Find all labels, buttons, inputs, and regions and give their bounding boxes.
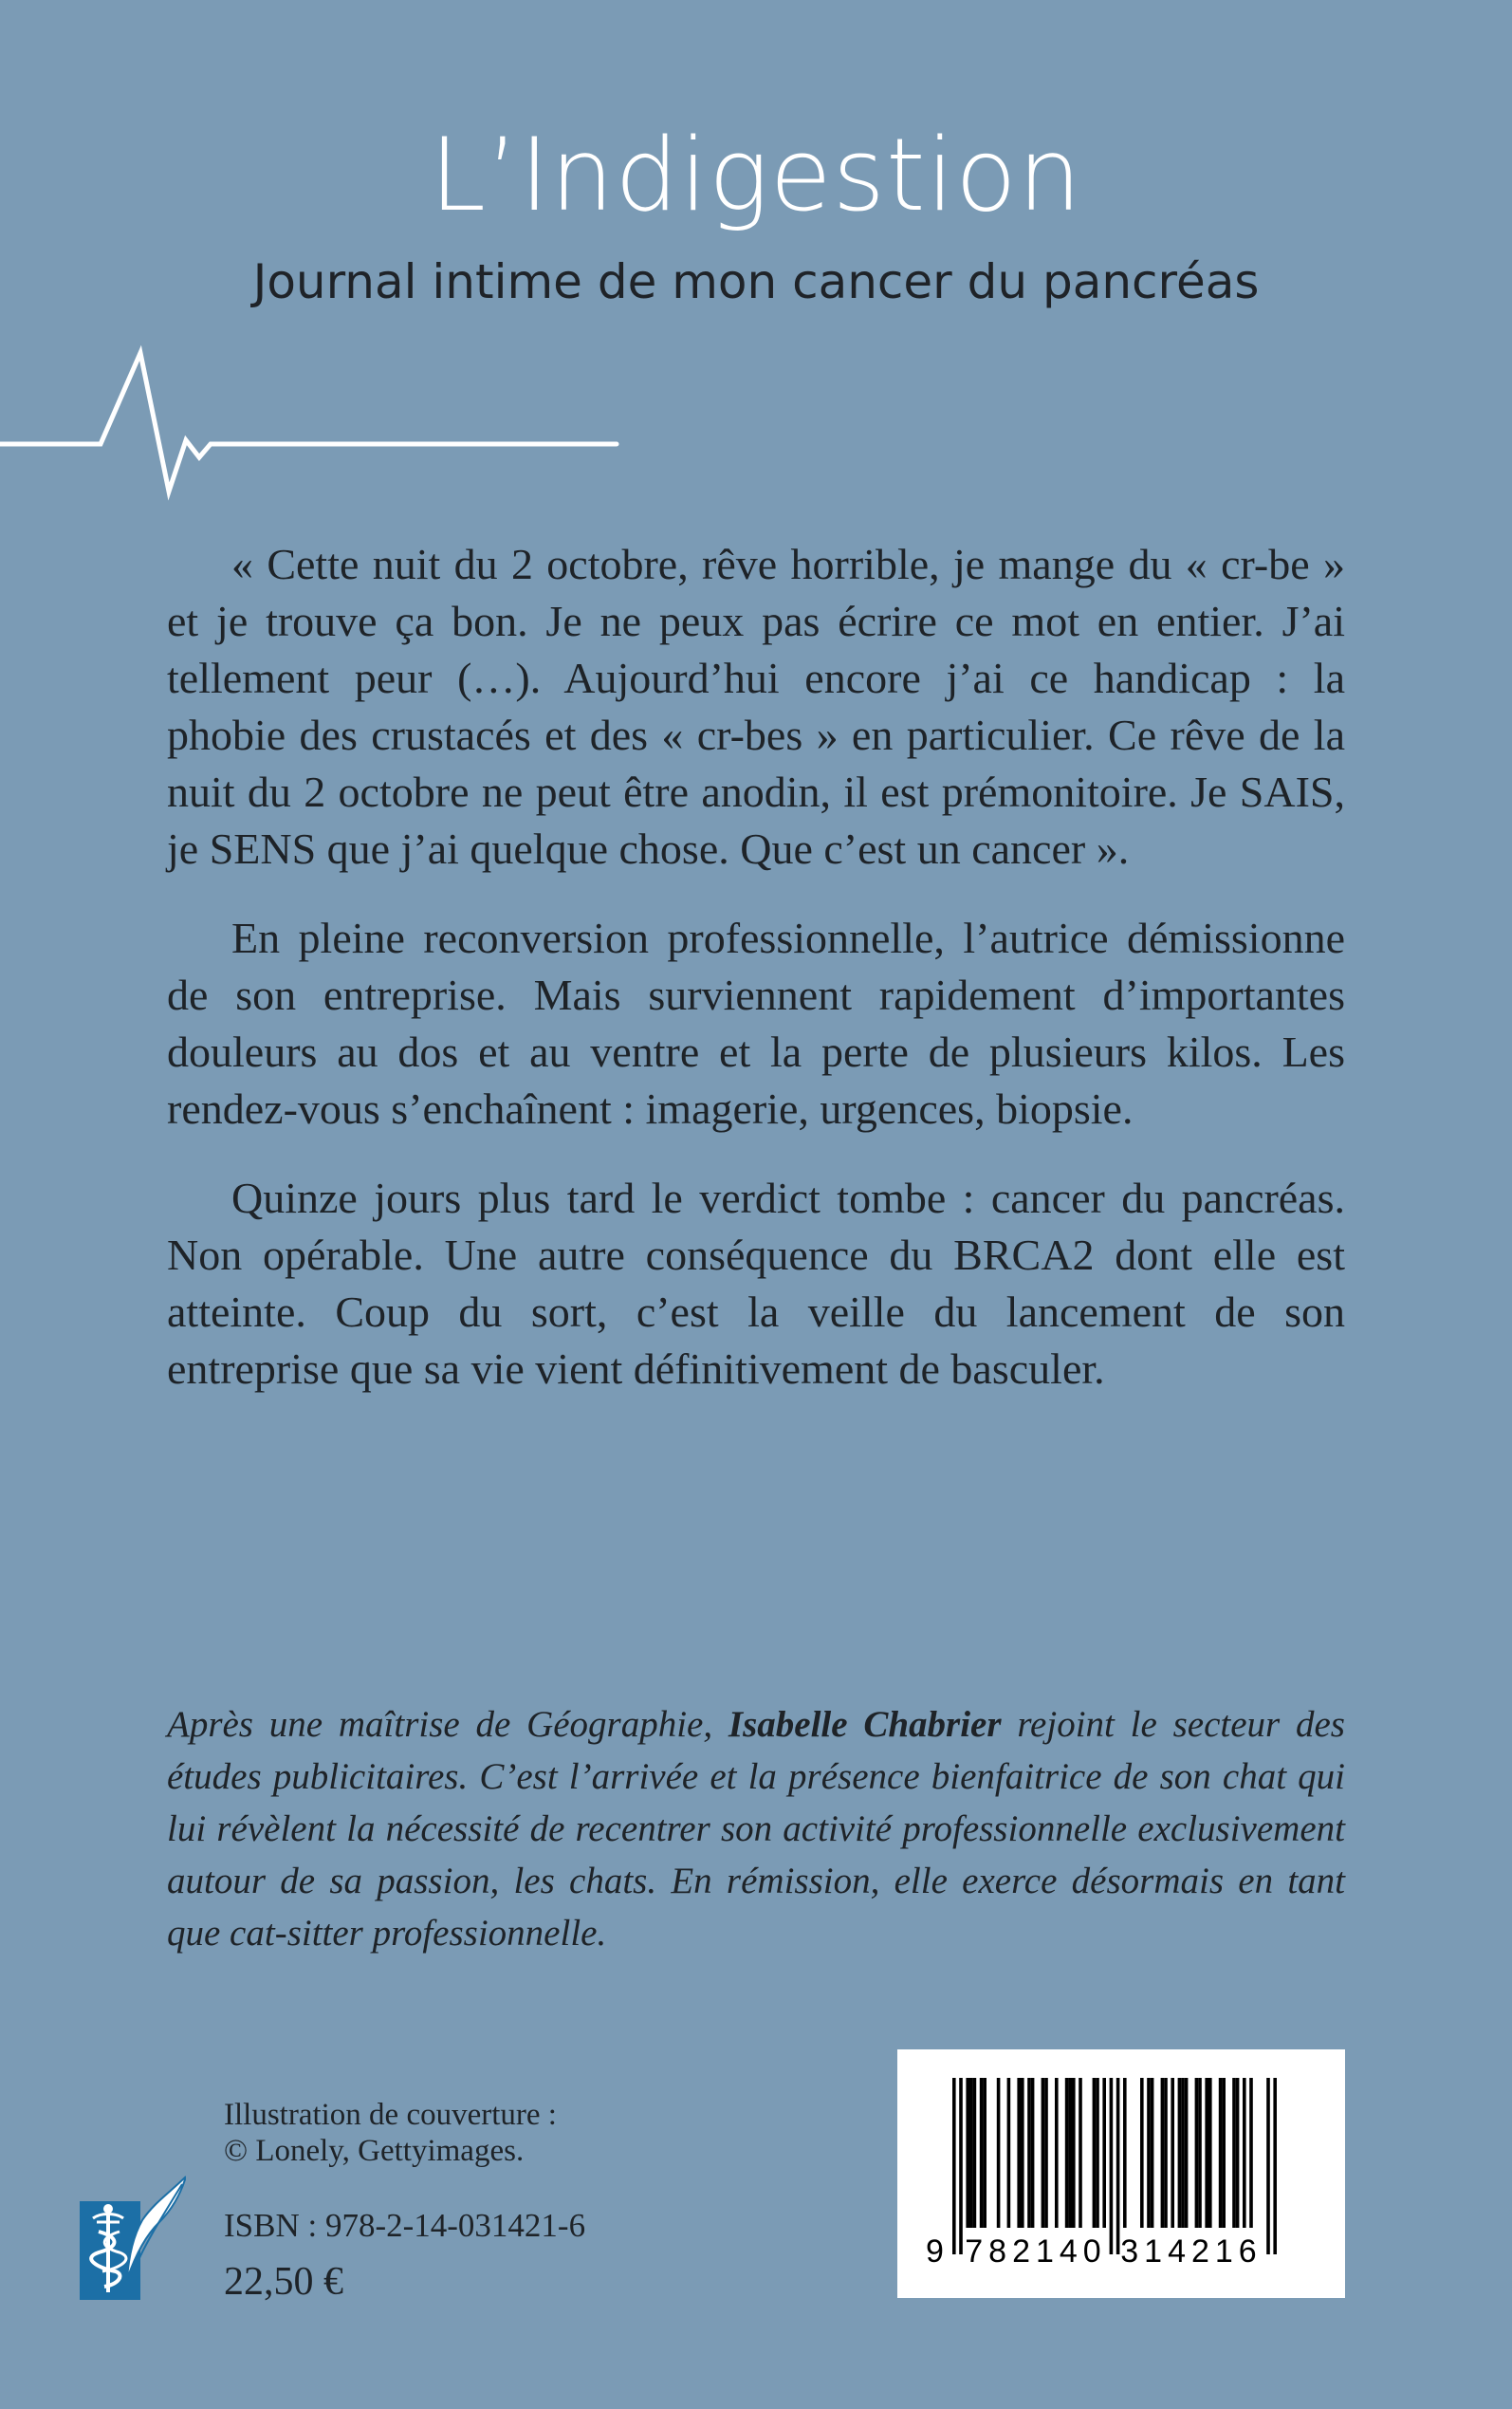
- barcode-bar: [1031, 2078, 1035, 2228]
- isbn: ISBN : 978-2-14-031421-6: [224, 2207, 586, 2244]
- heartbeat-line-icon: [0, 342, 645, 503]
- barcode-bar: [1205, 2078, 1208, 2228]
- barcode-bar: [980, 2078, 984, 2228]
- barcode-bar: [997, 2078, 1001, 2228]
- barcode-bar: [1236, 2078, 1240, 2228]
- bio-intro: Après une maîtrise de Géographie,: [167, 1704, 728, 1745]
- barcode-bar: [1079, 2078, 1082, 2228]
- barcode-bar: [1044, 2078, 1048, 2228]
- barcode-bar: [1072, 2078, 1076, 2228]
- barcode-bar: [1249, 2078, 1253, 2228]
- blurb-paragraph-3: Quinze jours plus tard le verdict tombe : cancer du pancréas. Non opérable. Une autre conséquence du BRCA2 dont elle est atteinte. Coup du sort, c’est la veille du lancement de son entreprise que sa vie vient définitivement de basculer.: [167, 1174, 1345, 1393]
- book-subtitle: Journal intime de mon cancer du pancréas: [252, 254, 1260, 309]
- barcode-bar: [1243, 2078, 1246, 2228]
- barcode-right-group: 314216: [1120, 2233, 1263, 2270]
- barcode-graphic: [897, 2049, 1345, 2298]
- barcode-bar: [966, 2078, 969, 2228]
- barcode-bar: [1147, 2078, 1151, 2228]
- author-name: Isabelle Chabrier: [728, 1704, 1002, 1745]
- barcode-bar: [1102, 2078, 1106, 2228]
- barcode-bar: [1185, 2078, 1189, 2228]
- barcode-bar: [969, 2078, 973, 2228]
- barcode-bar: [1181, 2078, 1185, 2228]
- blurb-paragraph-2: En pleine reconversion professionnelle, l’autrice démissionne de son entreprise. Mais surviennent rapidement d’importantes douleurs au dos et au ventre et la perte de plusieurs kilos. Les rendez-vous s’enchaînent : imagerie, urgences, biopsie.: [167, 914, 1345, 1133]
- barcode-bar: [1027, 2078, 1031, 2228]
- barcode-bar: [1055, 2078, 1059, 2228]
- barcode-bar: [1140, 2078, 1144, 2228]
- barcode-bar: [1096, 2078, 1099, 2228]
- barcode-bar: [1042, 2078, 1045, 2228]
- bio-rest: rejoint le secteur des études publicitaires. C’est l’arrivée et la présence bienfaitrice de son chat qui lui révèlent la nécessité de recentrer son activité professionnelle exclusivement autour de sa passion, les chats. En rémission, elle exerce désormais en tant que cat-sitter professionnelle.: [167, 1704, 1345, 1954]
- barcode-bar: [1273, 2078, 1277, 2254]
- barcode-bar: [1208, 2078, 1212, 2228]
- barcode-bar: [1065, 2078, 1069, 2228]
- barcode-bar: [1093, 2078, 1097, 2228]
- book-title: L’Indigestion: [429, 117, 1083, 233]
- barcode-bar: [1161, 2078, 1165, 2228]
- barcode-bar: [1068, 2078, 1072, 2228]
- barcode: [897, 2049, 1345, 2298]
- barcode-bar: [1195, 2078, 1199, 2228]
- barcode-bar: [952, 2078, 956, 2254]
- credits-line-2: © Lonely, Gettyimages.: [224, 2134, 525, 2168]
- barcode-bar: [1266, 2078, 1270, 2254]
- author-bio: [167, 1698, 1345, 1959]
- barcode-bar: [1110, 2078, 1114, 2254]
- barcode-bar: [1151, 2078, 1154, 2228]
- barcode-bar: [1123, 2078, 1127, 2228]
- barcode-bar: [1178, 2078, 1182, 2228]
- author-bio-text: [167, 1698, 1345, 1959]
- barcode-bar: [1164, 2078, 1168, 2228]
- barcode-left-group: 782140: [965, 2233, 1107, 2270]
- barcode-bar: [1232, 2078, 1236, 2228]
- barcode-bar: [973, 2078, 977, 2228]
- caduceus-quill-logo-icon: [80, 2175, 186, 2300]
- barcode-bar: [1017, 2078, 1021, 2228]
- price: 22,50 €: [224, 2260, 343, 2304]
- barcode-bar: [1021, 2078, 1024, 2228]
- barcode-first-digit: 9: [926, 2233, 944, 2270]
- barcode-bar: [959, 2078, 963, 2254]
- back-cover-blurb: [167, 536, 1345, 1430]
- barcode-bar: [1219, 2078, 1223, 2228]
- barcode-bar: [1171, 2078, 1174, 2228]
- barcode-bar: [1198, 2078, 1202, 2228]
- barcode-bar: [1007, 2078, 1011, 2228]
- credits-line-1: Illustration de couverture :: [224, 2098, 557, 2132]
- barcode-bar: [1222, 2078, 1226, 2228]
- blurb-paragraph-1: « Cette nuit du 2 octobre, rêve horrible, je mange du « cr-be » et je trouve ça bon. Je ne peux pas écrire ce mot en entier. J’ai tellement peur (…). Aujourd’hui encore j’ai ce handicap : la phobie des crustacés et des « cr-bes » en particulier. Ce rêve de la nuit du 2 octobre ne peut être anodin, il est prémonitoire. Je SAIS, je SENS que j’ai quelque chose. Que c’est un cancer ».: [167, 540, 1345, 873]
- cover-illustration-credits: [224, 2097, 557, 2169]
- barcode-bar: [1116, 2078, 1120, 2254]
- barcode-bar: [983, 2078, 986, 2228]
